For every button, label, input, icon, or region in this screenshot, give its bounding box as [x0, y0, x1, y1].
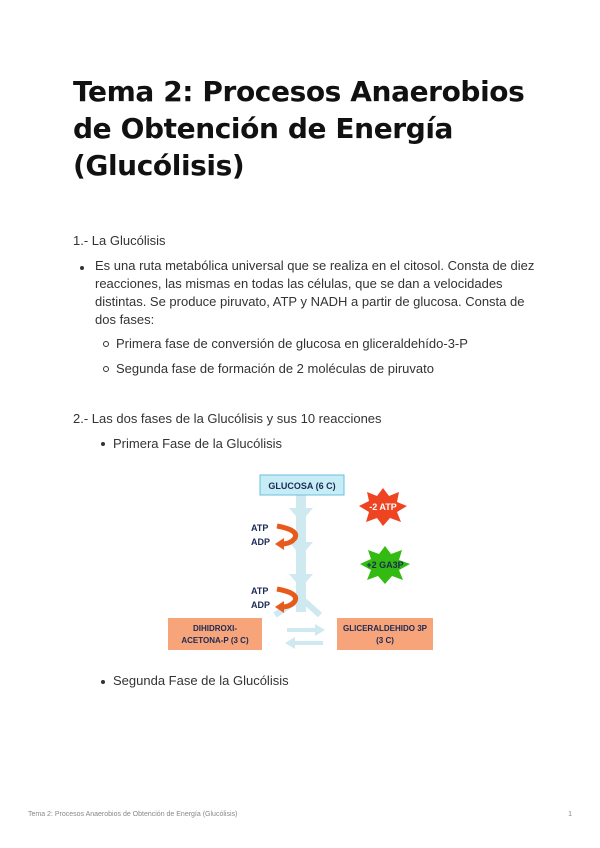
ga3p-label-line1: GLICERALDEHIDO 3P — [342, 624, 428, 633]
section1-paragraph: Es una ruta metabólica universal que se realiza en el citosol. Consta de diez reacciones, las mismas en todas las células, que se dan a velocidades distintas. Se produce piruvato, ATP y NADH a partir de glucosa. Consta de dos fases: — [95, 258, 535, 327]
atp-adp-arrowhead-1 — [275, 538, 284, 550]
sub-bullet — [103, 366, 109, 372]
phase-item-1: Primera fase de conversión de glucosa en gliceraldehído-3-P — [116, 336, 468, 351]
atp-cost-label: -2 ATP — [369, 502, 397, 512]
sub-bullet — [103, 341, 109, 347]
pathway-arrow-head — [289, 574, 313, 588]
equilibrium-arrow-left — [295, 641, 323, 645]
section-heading-1: 1.- La Glucólisis — [73, 233, 166, 248]
pathway-arrow-head — [289, 542, 313, 556]
page-title: Tema 2: Procesos Anaerobios de Obtención de Energía (Glucólisis) — [73, 75, 525, 182]
dhap-label-line1: DIHIDROXI- — [193, 624, 237, 633]
bullet-dot — [80, 266, 84, 270]
ga3p-gain-label: +2 GA3P — [366, 560, 404, 570]
pathway-arrow-head — [289, 508, 313, 522]
list-item-first-phase: Primera Fase de la Glucólisis — [113, 436, 283, 451]
atp-label-1: ATP — [251, 523, 269, 533]
adp-label-1: ADP — [251, 537, 271, 547]
adp-label-2: ADP — [251, 600, 271, 610]
equilibrium-arrow-left-head — [285, 637, 295, 649]
phase-item-2: Segunda fase de formación de 2 moléculas de piruvato — [116, 361, 434, 376]
glycolysis-phase1-diagram — [165, 470, 435, 660]
page-number: 1 — [568, 811, 572, 818]
atp-label-2: ATP — [251, 586, 269, 596]
footer-text: Tema 2: Procesos Anaerobios de Obtención de Energía (Glucólisis) — [28, 811, 238, 818]
ga3p-label-line2: (3 C) — [376, 636, 394, 645]
dhap-box — [168, 618, 262, 650]
list-item-second-phase: Segunda Fase de la Glucólisis — [113, 673, 289, 688]
section-heading-2: 2.- Las dos fases de la Glucólisis y sus 10 reacciones — [73, 411, 382, 426]
bullet-dot — [101, 680, 105, 684]
equilibrium-arrow-right — [287, 628, 315, 632]
bullet-dot — [101, 442, 105, 446]
glucose-label: GLUCOSA (6 C) — [268, 481, 336, 491]
dhap-label-line2: ACETONA-P (3 C) — [181, 636, 249, 645]
ga3p-box — [337, 618, 433, 650]
equilibrium-arrow-right-head — [315, 624, 325, 636]
